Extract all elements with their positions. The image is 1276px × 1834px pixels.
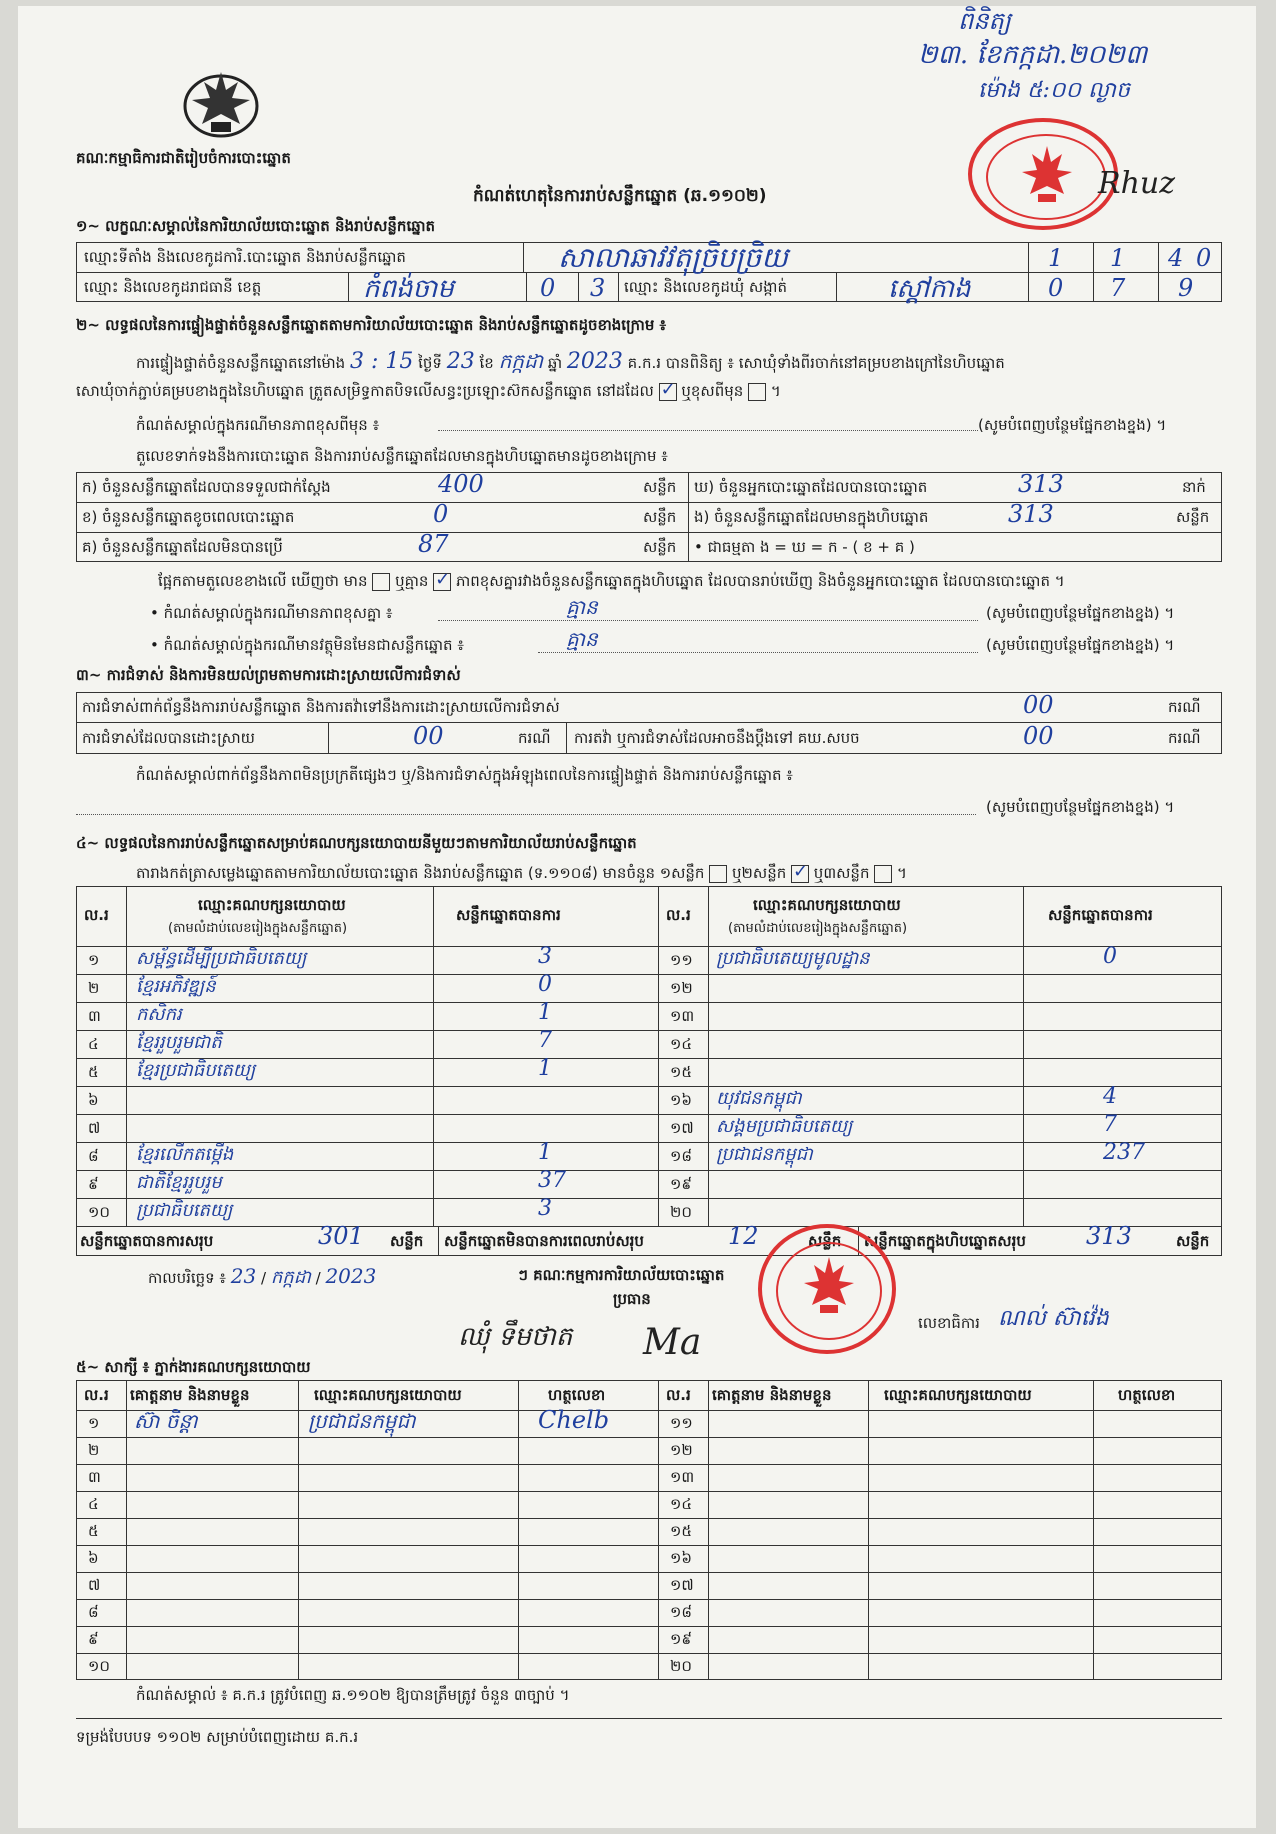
total-in-box-label: សន្លឹកឆ្នោតក្នុងហិបឆ្នោតសរុប [864,1232,1026,1250]
results-row-no: ១១ [670,951,693,969]
witness-row-divider [76,1464,1222,1465]
stamp-emblem-icon [1020,144,1074,206]
witness-row-no: ១៨ [670,1603,692,1621]
results-col-party-sub-right: (តាមលំដាប់លេខរៀងក្នុងសន្លឹកឆ្នោត) [728,921,908,936]
handwritten-note-2: ២៣. ខែកក្កដា.២០២៣ [918,40,1148,70]
results-row-no: ១០ [88,1203,110,1221]
witness-row-no: ១៧ [670,1576,694,1594]
witness-col-sig-left: ហត្ថលេខា [548,1386,606,1404]
nec-emblem-icon [178,62,264,142]
location-label: ឈ្មោះទីតាំង និងលេខកូដការិ.បោះឆ្នោត និងរាប់សន្លឹកឆ្នោត [84,248,406,266]
total-invalid-label: សន្លឹកឆ្នោតមិនបានការពេលរាប់សរុប [444,1232,644,1250]
total-invalid-unit: សន្លឹក [808,1232,842,1250]
appeal-value: 00 [1023,722,1054,750]
chair-signature: Ma [643,1322,702,1363]
chair-label: ប្រធាន [613,1290,651,1308]
commune-code-2: 7 [1110,274,1126,302]
tally-3-checkbox[interactable] [874,865,892,883]
figures-intro: តួលេខទាក់ទងនឹងការបោះឆ្នោត និងការរាប់សន្លឹកឆ្នោតដែលមានក្នុងហិបឆ្នោតមានដូចខាងក្រោម ៖ [136,447,668,465]
results-party-name: ប្រជាធិបតេយ្យ [136,1200,233,1221]
different-checkbox[interactable] [748,383,766,401]
signoff-month: កក្កដា [270,1267,311,1288]
results-party-votes: 7 [1103,1112,1117,1137]
witness-row-no: ៤ [88,1495,99,1513]
results-row-no: ៩ [88,1175,99,1193]
total-invalid-value: 12 [728,1222,759,1250]
results-party-name: សម្ព័ន្ធដើម្បីប្រជាធិបតេយ្យ [136,948,307,969]
witness-row-divider [76,1545,1222,1546]
unused-label: គ) ចំនួនសន្លឹកឆ្នោតដែលមិនបានប្រើ [82,538,283,556]
in-box-label: ង) ចំនួនសន្លឹកឆ្នោតដែលមានក្នុងហិបឆ្នោត [694,508,929,526]
resolved-unit: ករណី [518,729,551,747]
appeal-label: ការតវ៉ា ឬការជំទាស់ដែលអាចនឹងប្ដឹងទៅ គឃ.សបច [574,729,860,747]
results-party-votes: 1 [538,1056,552,1081]
results-row-no: ១៤ [670,1035,692,1053]
witness-name: ស៊ា ចិន្ដា [134,1409,198,1433]
total-valid-label: សន្លឹកឆ្នោតបានការសរុប [80,1232,214,1250]
location-code-1: 1 [1048,244,1064,272]
received-label: ក) ចំនួនសន្លឹកឆ្នោតដែលបានទទួលជាក់ស្ដែង [82,478,331,496]
location-code-2: 1 [1110,244,1126,272]
form-code: ទម្រង់បែបបទ ១១០២ សម្រាប់បំពេញដោយ គ.ក.រ [76,1728,359,1746]
results-col-party-left: ឈ្មោះគណបក្សនយោបាយ [198,896,346,914]
results-party-name: យុវជនកម្ពុជា [716,1088,802,1109]
results-col-party-right: ឈ្មោះគណបក្សនយោបាយ [753,896,901,914]
signoff-date: កាលបរិច្ឆេទ ៖ 23 / កក្កដា / 2023 [148,1264,377,1288]
appeal-unit: ករណី [1168,729,1201,747]
witness-row-divider [76,1491,1222,1492]
difference-note-label: កំណត់សម្គាល់ក្នុងករណីមានភាពខុសពីមុន ៖ [136,416,380,434]
tally-sheet-line: តារាងកត់ត្រាសម្លេងឆ្នោតតាមការិយាល័យបោះឆ្នោត និងរាប់សន្លឹកឆ្នោត (ទ.១១០៨) មានចំនួន ១សន្លឹក ឬ២សន្លឹក ✓ ឬ៣សន្លឹក ។ [136,864,907,886]
voters-unit: នាក់ [1182,478,1206,496]
footnote: កំណត់សម្គាល់ ៖ គ.ក.រ ត្រូវបំពេញ ឆ.១១០២ ឱ្យបានត្រឹមត្រូវ ចំនួន ៣ច្បាប់ ។ [136,1686,570,1704]
witness-row-no: ៩ [88,1630,99,1648]
total-valid-unit: សន្លឹក [390,1232,424,1250]
witness-row-divider [76,1626,1222,1627]
results-row-divider [76,1002,1222,1003]
witness-row-divider [76,1599,1222,1600]
discrepancy-no-checkbox[interactable] [433,573,451,591]
witness-row-no: ១៩ [670,1630,692,1648]
verification-year: 2023 [566,349,623,374]
witness-row-divider [76,1572,1222,1573]
results-party-votes: 237 [1103,1140,1145,1165]
verification-time: 3 : 15 [349,349,414,374]
results-row-no: ១៧ [670,1119,694,1137]
results-row-no: ១៨ [670,1147,692,1165]
province-code-2: 3 [590,274,606,302]
witness-row-no: ៨ [88,1603,99,1621]
stamp-signature: Rhuz [1098,166,1176,201]
witness-row-divider [76,1518,1222,1519]
commission-name: គណៈកម្មាធិការជាតិរៀបចំការបោះឆ្នោត [76,149,291,167]
witness-row-divider [76,1437,1222,1438]
witness-row-no: ១១ [670,1414,693,1432]
commune-code-3: 9 [1178,274,1194,302]
results-row-divider [76,1114,1222,1115]
results-row-no: ៦ [88,1091,99,1109]
bullet-difference: • កំណត់សម្គាល់ក្នុងករណីមានភាពខុសគ្នា ៖ [150,604,393,622]
bullet-difference-value: គ្មាន [566,595,598,619]
witness-row-no: ៣ [88,1468,101,1486]
verification-day: 23 [446,349,475,374]
section4-heading: ៤~ លទ្ធផលនៃការរាប់សន្លឹកឆ្នោតសម្រាប់គណបក្សនយោបាយនីមួយៗតាមការិយាល័យរាប់សន្លឹកឆ្នោត [76,834,637,852]
witness-row-no: ៦ [88,1549,99,1567]
results-col-votes-right: សន្លឹកឆ្នោតបានការ [1048,906,1153,924]
resolved-label: ការជំទាស់ដែលបានដោះស្រាយ [82,729,255,747]
witness-row-no: ១៥ [670,1522,692,1540]
handwritten-note-1: ពិនិត្យ [958,7,1011,35]
bullet-foreign-value: គ្មាន [566,627,598,651]
witness-table [76,1380,1222,1680]
witness-col-no-right: ល.រ [666,1386,691,1404]
witness-col-party-right: ឈ្មោះគណបក្សនយោបាយ [884,1386,1032,1404]
witness-row-no: ៧ [88,1576,101,1594]
chair-name: ឈុំ ទឹមថាត [458,1322,573,1352]
verification-line-1: ការផ្ទៀងផ្ទាត់ចំនួនសន្លឹកឆ្នោតនៅម៉ោង 3 : 15 ថ្ងៃទី 23 ខែ កក្កដា ឆ្នាំ 2023 គ.ក.រ បានពិនិត្យ ៖ សោឃុំទាំងពីរចាក់នៅគម្របខាងក្រៅនៃហិបឆ្នោត [136,349,1005,374]
complaints-label: ការជំទាស់ពាក់ព័ន្ធនឹងការរាប់សន្លឹកឆ្នោត និងការតវ៉ាទៅនឹងការដោះស្រាយលើការជំទាស់ [82,698,560,716]
formula-note: • ជាធម្មតា ង = ឃ = ក - ( ខ + គ ) [694,538,915,556]
unused-unit: សន្លឹក [643,538,677,556]
total-in-box-value: 313 [1086,1222,1132,1250]
results-row-no: ៣ [88,1007,101,1025]
witness-col-sig-right: ហត្ថលេខា [1118,1386,1176,1404]
received-value: 400 [438,470,484,498]
witness-row-no: ២ [88,1441,100,1459]
complaints-unit: ករណី [1168,698,1201,716]
tally-1-checkbox[interactable] [709,865,727,883]
results-col-no-right: ល.រ [666,906,691,924]
discrepancy-line: ផ្អែកតាមតួលេខខាងលើ ឃើញថា មាន ឬគ្មាន ✓ ភាពខុសគ្នារវាងចំនួនសន្លឹកឆ្នោតក្នុងហិបឆ្នោត ដែលបានរាប់ឃើញ និងចំនួនអ្នកបោះឆ្នោត ដែលបានបោះឆ្នោត ។ [158,572,1065,594]
results-col-no-left: ល.រ [84,906,109,924]
bullet-foreign-line[interactable] [538,652,978,653]
witness-row-no: ១៤ [670,1495,692,1513]
unused-value: 87 [418,530,449,558]
results-row-no: ១៥ [670,1063,692,1081]
results-row-no: ២០ [670,1203,692,1221]
signoff-year: 2023 [325,1264,377,1288]
same-as-before-checkbox[interactable] [659,383,677,401]
location-code-4: 0 [1196,244,1212,272]
form-sheet [18,6,1256,1828]
location-code-3: 4 [1168,244,1184,272]
spoiled-unit: សន្លឹក [643,508,677,526]
in-box-unit: សន្លឹក [1176,508,1210,526]
in-box-value: 313 [1008,500,1054,528]
witness-row-no: ៥ [88,1522,99,1540]
witness-row-no: ១៣ [670,1468,695,1486]
results-row-no: ១៦ [670,1091,692,1109]
witness-row-no: ១២ [670,1441,693,1459]
bullet-foreign: • កំណត់សម្គាល់ក្នុងករណីមានវត្ថុមិនមែនជាសន្លឹកឆ្នោត ៖ [150,636,464,654]
section1-heading: ១~ លក្ខណៈសម្គាល់នៃការិយាល័យបោះឆ្នោត និងរាប់សន្លឹកឆ្នោត [76,217,436,235]
results-party-name: ខ្មែរប្រជាធិបតេយ្យ [136,1060,256,1081]
witness-col-party-left: ឈ្មោះគណបក្សនយោបាយ [314,1386,462,1404]
results-row-no: ១៩ [670,1175,692,1193]
section5-heading: ៥~ សាក្សី ៖ ភ្នាក់ងារគណបក្សនយោបាយ [76,1358,311,1376]
results-row-no: ៨ [88,1147,99,1165]
province-label: ឈ្មោះ និងលេខកូដរាជធានី ខេត្ត [84,278,262,296]
results-party-name: ជាតិខ្មែររួបរួម [136,1172,222,1193]
results-party-votes: 3 [538,944,552,969]
commune-code-1: 0 [1048,274,1064,302]
results-party-votes: 0 [1103,944,1117,969]
witness-row-no: ១០ [88,1657,110,1675]
results-col-votes-left: សន្លឹកឆ្នោតបានការ [456,906,561,924]
difference-note-line[interactable] [438,430,978,431]
verification-line-2: សោឃុំចាក់ភ្ជាប់គម្របខាងក្នុងនៃហិបឆ្នោត ត្រួតសម្រិទ្ធកាតបិទលើសន្ធះប្រឡោះស៊កសន្លឹកឆ្នោត នៅដដែល ✓ ឬខុសពីមុន ។ [76,382,781,404]
discrepancy-yes-checkbox[interactable] [372,573,390,591]
commune-label: ឈ្មោះ និងលេខកូដឃុំ សង្កាត់ [624,278,787,296]
results-row-no: ១២ [670,979,693,997]
total-in-box-unit: សន្លឹក [1176,1232,1210,1250]
witness-col-name-left: គោត្តនាម និងនាមខ្លួន [130,1386,250,1404]
section3-heading: ៣~ ការជំទាស់ និងការមិនយល់ព្រមតាមការដោះស្រាយលើការជំទាស់ [76,666,461,684]
results-row-no: ២ [88,979,100,997]
results-party-name: សង្គមប្រជាធិបតេយ្យ [716,1116,853,1137]
results-row-divider [76,1142,1222,1143]
tally-2-checkbox[interactable] [791,865,809,883]
irregularity-hint: (សូមបំពេញបន្ថែមផ្នែកខាងខ្នង) ។ [986,798,1175,816]
resolved-value: 00 [413,722,444,750]
results-col-party-sub-left: (តាមលំដាប់លេខរៀងក្នុងសន្លឹកឆ្នោត) [168,921,348,936]
irregularity-note-line[interactable] [76,814,976,815]
official-stamp-bottom [758,1224,896,1354]
witness-col-name-right: គោត្តនាម និងនាមខ្លួន [712,1386,832,1404]
results-row-no: ៧ [88,1119,101,1137]
results-row-no: ១៣ [670,1007,695,1025]
stamp-emblem-bottom-icon [802,1254,856,1318]
results-party-votes: 1 [538,1140,552,1165]
complaints-value: 00 [1023,691,1054,719]
secretary-label: លេខាធិការ [918,1314,980,1332]
bullet-difference-line[interactable] [438,620,978,621]
results-row-divider [76,1086,1222,1087]
signoff-day: 23 [230,1264,257,1288]
form-title: កំណត់ហេតុនៃការរាប់សន្លឹកឆ្នោត (ឆ.១១០២) [473,186,767,206]
province-value: កំពង់ចាម [363,274,454,304]
results-party-votes: 37 [538,1168,566,1193]
handwritten-note-3: ម៉ោង ៥:០០ ល្ងាច [978,78,1130,103]
committee-label: ៗ គណៈកម្មការការិយាល័យបោះឆ្នោត [518,1266,725,1284]
witness-row-no: ១ [88,1414,100,1432]
official-stamp-top [968,118,1118,230]
location-value: សាលាឆាវវតុច្រិបច្រិយ [558,241,788,274]
results-party-name: ខ្មែរអភិវឌ្ឍន៍ [136,976,216,997]
results-party-name: ប្រជាធិបតេយ្យមូលដ្ឋាន [716,948,870,969]
results-row-no: ១ [88,951,100,969]
results-party-votes: 1 [538,1000,552,1025]
results-row-divider [76,974,1222,975]
received-unit: សន្លឹក [643,478,677,496]
bullet-difference-hint: (សូមបំពេញបន្ថែមផ្នែកខាងខ្នង) ។ [986,604,1175,622]
results-party-votes: 3 [538,1196,552,1221]
results-row-divider [76,1170,1222,1171]
results-party-votes: 4 [1103,1084,1117,1109]
spoiled-label: ខ) ចំនួនសន្លឹកឆ្នោតខូចពេលបោះឆ្នោត [82,508,295,526]
results-row-no: ៤ [88,1035,99,1053]
witness-row-no: ១៦ [670,1549,692,1567]
results-party-name: ខ្មែររួបរួមជាតិ [136,1032,222,1053]
bullet-foreign-hint: (សូមបំពេញបន្ថែមផ្នែកខាងខ្នង) ។ [986,636,1175,654]
secretary-name: ណល់ ស៊ាវ៉េង [998,1306,1109,1331]
witness-col-no-left: ល.រ [84,1386,109,1404]
results-party-name: កសិករ [136,1004,182,1025]
results-party-votes: 0 [538,972,552,997]
difference-note-hint: (សូមបំពេញបន្ថែមផ្នែកខាងខ្នង) ។ [978,416,1167,434]
results-row-divider [76,1198,1222,1199]
section2-heading: ២~ លទ្ធផលនៃការផ្ទៀងផ្ទាត់ចំនួនសន្លឹកឆ្នោតតាមការិយាល័យបោះឆ្នោត និងរាប់សន្លឹកឆ្នោតដូចខាងក្រោម ៖ [76,316,667,334]
total-valid-value: 301 [318,1222,364,1250]
witness-row-no: ២០ [670,1657,692,1675]
commune-value: ស្ដៅកាង [888,274,971,304]
voters-value: 313 [1018,470,1064,498]
results-row-divider [76,1030,1222,1031]
spoiled-value: 0 [433,500,449,528]
verification-month: កក្កដា [498,349,544,373]
irregularity-note: កំណត់សម្គាល់ពាក់ព័ន្ធនឹងភាពមិនប្រក្រតីផ្សេងៗ ឬ/និងការជំទាស់ក្នុងអំឡុងពេលនៃការផ្ទៀងផ្ទាត់ និងការរាប់សន្លឹកឆ្នោត ៖ [136,766,793,784]
results-party-name: ខ្មែរលើកតម្កើង [136,1144,234,1165]
results-row-no: ៥ [88,1063,99,1081]
province-code-1: 0 [540,274,556,302]
witness-party: ប្រជាជនកម្ពុជា [308,1409,416,1433]
voters-label: ឃ) ចំនួនអ្នកបោះឆ្នោតដែលបានបោះឆ្នោត [694,478,928,496]
witness-row-divider [76,1653,1222,1654]
results-party-name: ប្រជាជនកម្ពុជា [716,1144,813,1165]
witness-signature: Chelb [538,1406,610,1434]
results-party-votes: 7 [538,1028,552,1053]
